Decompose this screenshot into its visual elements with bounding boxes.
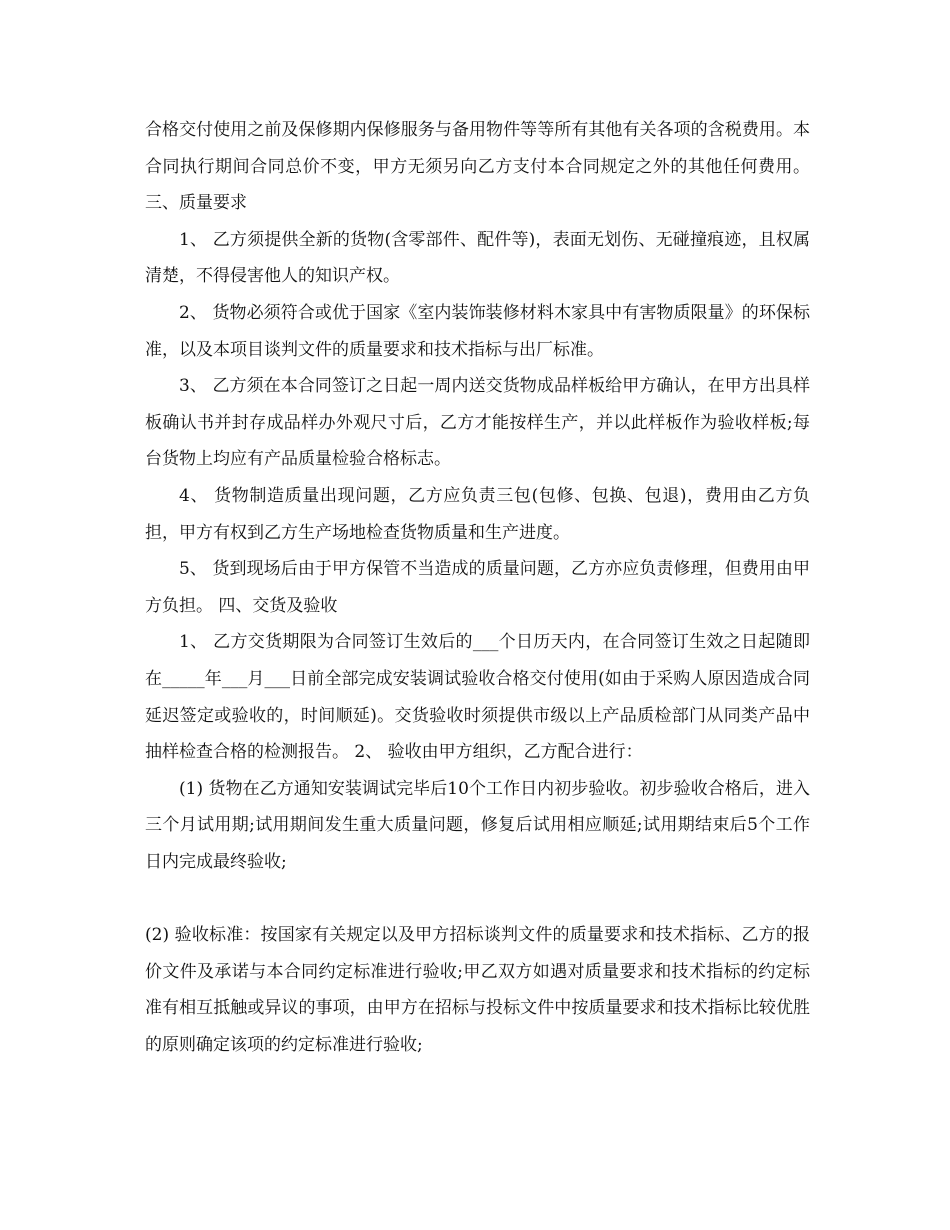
paragraph-quality-4: 4、 货物制造质量出现问题，乙方应负责三包(包修、包换、包退)，费用由乙方负担，甲方有权到乙方生产场地检查货物质量和生产进度。 (145, 485, 810, 543)
paragraph-delivery-1: 1、 乙方交货期限为合同签订生效后的___个日历天内，在合同签订生效之日起随即在_____年___月___日前全部完成安装调试验收合格交付使用(如由于采购人原因造成合同延迟签定或验收的，时间顺延)。交货验收时须提供市级以上产品质检部门从同类产品中抽样检查合格的检测报告。 2、 验收由甲方组织，乙方配合进行： (145, 632, 810, 763)
paragraph-acceptance-2: (2) 验收标准：按国家有关规定以及甲方招标谈判文件的质量要求和技术指标、乙方的报价文件及承诺与本合同约定标准进行验收;甲乙双方如遇对质量要求和技术指标的约定标准有相互抵触或异议的事项，由甲方在招标与投标文件中按质量要求和技术指标比较优胜的原则确定该项的约定标准进行验收; (145, 925, 810, 1055)
document-body (145, 112, 810, 1063)
paragraph-quality-2: 2、 货物必须符合或优于国家《室内装饰装修材料木家具中有害物质限量》的环保标准，以及本项目谈判文件的质量要求和技术指标与出厂标准。 (145, 302, 810, 360)
paragraph-quality-3: 3、 乙方须在本合同签订之日起一周内送交货物成品样板给甲方确认，在甲方出具样板确认书并封存成品样办外观尺寸后，乙方才能按样生产，并以此样板作为验收样板;每台货物上均应有产品质量检验合格标志。 (145, 376, 810, 470)
paragraph-quality-1: 1、 乙方须提供全新的货物(含零部件、配件等)，表面无划伤、无碰撞痕迹，且权属清楚，不得侵害他人的知识产权。 (145, 229, 810, 287)
paragraph-gap (145, 880, 810, 917)
paragraph-quality-5: 5、 货到现场后由于甲方保管不当造成的质量问题，乙方亦应负责修理，但费用由甲方负担。 四、交货及验收 (145, 559, 810, 616)
paragraph-fees: 合格交付使用之前及保修期内保修服务与备用物件等等所有其他有关各项的含税费用。本合同执行期间合同总价不变，甲方无须另向乙方支付本合同规定之外的其他任何费用。 三、质量要求 (145, 120, 810, 214)
paragraph-acceptance-1: (1) 货物在乙方通知安装调试完毕后10个工作日内初步验收。初步验收合格后，进入三个月试用期;试用期间发生重大质量问题，修复后试用相应顺延;试用期结束后5个工作日内完成最终验收; (145, 778, 810, 872)
